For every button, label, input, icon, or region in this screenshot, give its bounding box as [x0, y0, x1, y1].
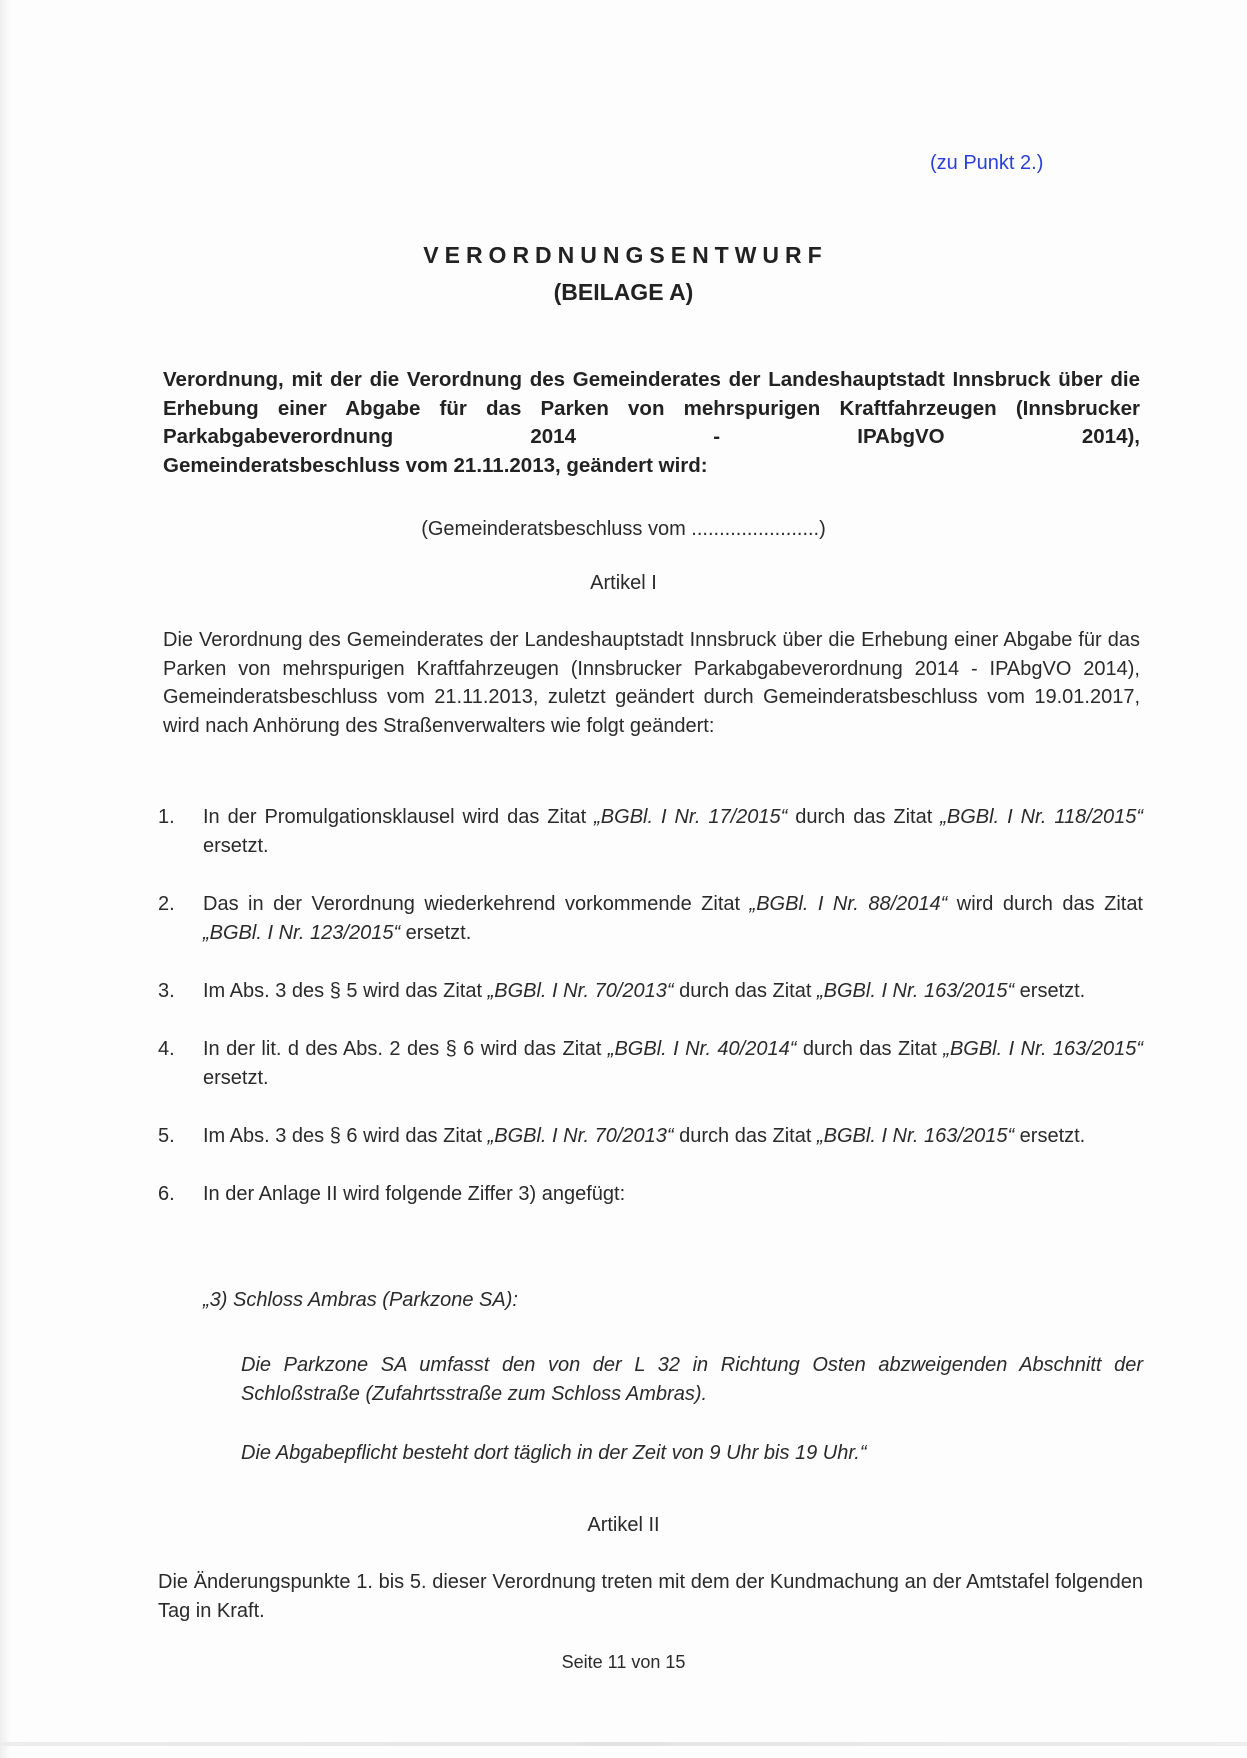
- citation-new: „BGBl. I Nr. 118/2015“: [940, 806, 1144, 828]
- amendment-text: Das in der Verordnung wiederkehrend vorkommende Zitat „BGBl. I Nr. 88/2014“ wird durch das Zitat „BGBl. I Nr. 123/2015“ ersetzt.: [203, 893, 1143, 944]
- title-block: [0, 242, 1247, 306]
- article-1-heading: Artikel I: [590, 572, 657, 594]
- scan-bottom-shadow: [0, 1742, 1247, 1746]
- amendment-item: [158, 803, 1143, 861]
- amendment-list: [158, 803, 1143, 1238]
- citation-old: „BGBl. I Nr. 70/2013“: [487, 1125, 674, 1147]
- ordinance-lead: [163, 366, 1140, 480]
- document-title: VERORDNUNGSENTWURF: [423, 242, 828, 268]
- article-2-text: Die Änderungspunkte 1. bis 5. dieser Verordnung treten mit dem der Kundmachung an der Amtstafel folgenden Tag in Kraft.: [158, 1571, 1143, 1622]
- citation-new: „BGBl. I Nr. 163/2015“: [816, 1125, 1015, 1147]
- annex-insertion: [203, 1286, 1143, 1468]
- amendment-number: 6.: [158, 1183, 175, 1205]
- annex-heading: „3) Schloss Ambras (Parkzone SA):: [203, 1289, 518, 1311]
- citation-new: „BGBl. I Nr. 163/2015“: [816, 980, 1015, 1002]
- article-1-intro: Die Verordnung des Gemeinderates der Landeshauptstadt Innsbruck über die Erhebung einer Abgabe für das Parken von mehrspurigen Kraftfahrzeugen (Innsbrucker Parkabgabeverordnung 2014 - IPAbgVO 2014), Gemeinderatsbeschluss vom 21.11.2013, zuletzt geändert durch Gemeinderatsbeschluss vom 19.01.2017, wird nach Anhörung des Straßenverwalters wie folgt geändert:: [163, 629, 1140, 737]
- annex-paragraph: Die Parkzone SA umfasst den von der L 32 in Richtung Osten abzweigenden Abschnitt der Schloßstraße (Zufahrtsstraße zum Schloss Ambras).: [241, 1354, 1143, 1405]
- reference-note: (zu Punkt 2.): [930, 152, 1044, 174]
- citation-old: „BGBl. I Nr. 17/2015“: [594, 806, 788, 828]
- amendment-text: In der Anlage II wird folgende Ziffer 3) angefügt:: [203, 1183, 626, 1205]
- amendment-number: 3.: [158, 980, 175, 1002]
- amendment-number: 5.: [158, 1125, 175, 1147]
- amendment-item: [158, 890, 1143, 948]
- amendment-text: Im Abs. 3 des § 5 wird das Zitat „BGBl. I Nr. 70/2013“ durch das Zitat „BGBl. I Nr. 163/2015“ ersetzt.: [203, 980, 1086, 1002]
- amendment-number: 2.: [158, 893, 175, 915]
- article-2-heading: Artikel II: [587, 1514, 660, 1536]
- citation-new: „BGBl. I Nr. 123/2015“: [203, 922, 401, 944]
- amendment-number: 4.: [158, 1038, 175, 1060]
- citation-old: „BGBl. I Nr. 70/2013“: [487, 980, 674, 1002]
- citation-new: „BGBl. I Nr. 163/2015“: [943, 1038, 1143, 1060]
- amendment-item: [158, 1122, 1143, 1151]
- annex-paragraph: Die Abgabepflicht besteht dort täglich in der Zeit von 9 Uhr bis 19 Uhr.“: [241, 1442, 867, 1464]
- document-subtitle: (BEILAGE A): [553, 279, 694, 305]
- resolution-line: (Gemeinderatsbeschluss vom .......................): [421, 518, 826, 540]
- amendment-item: [158, 1180, 1143, 1209]
- amendment-text: In der Promulgationsklausel wird das Zitat „BGBl. I Nr. 17/2015“ durch das Zitat „BGBl. I Nr. 118/2015“ ersetzt.: [203, 806, 1144, 857]
- citation-old: „BGBl. I Nr. 88/2014“: [749, 893, 948, 915]
- amendment-item: [158, 977, 1143, 1006]
- amendment-item: [158, 1035, 1143, 1093]
- lead-text: Verordnung, mit der die Verordnung des Gemeinderates der Landeshauptstadt Innsbruck über die Erhebung einer Abgabe für das Parken von mehrspurigen Kraftfahrzeugen (Innsbrucker Parkabgabeverordnung 2014 - IPAbgVO 2014),: [163, 368, 1140, 448]
- page-number: Seite 11 von 15: [561, 1652, 686, 1672]
- amendment-text: Im Abs. 3 des § 6 wird das Zitat „BGBl. I Nr. 70/2013“ durch das Zitat „BGBl. I Nr. 163/2015“ ersetzt.: [203, 1125, 1086, 1147]
- amendment-number: 1.: [158, 806, 175, 828]
- citation-old: „BGBl. I Nr. 40/2014“: [607, 1038, 797, 1060]
- amendment-text: In der lit. d des Abs. 2 des § 6 wird das Zitat „BGBl. I Nr. 40/2014“ durch das Zitat „BGBl. I Nr. 163/2015“ ersetzt.: [203, 1038, 1143, 1089]
- lead-last-line: Gemeinderatsbeschluss vom 21.11.2013, geändert wird:: [163, 453, 708, 477]
